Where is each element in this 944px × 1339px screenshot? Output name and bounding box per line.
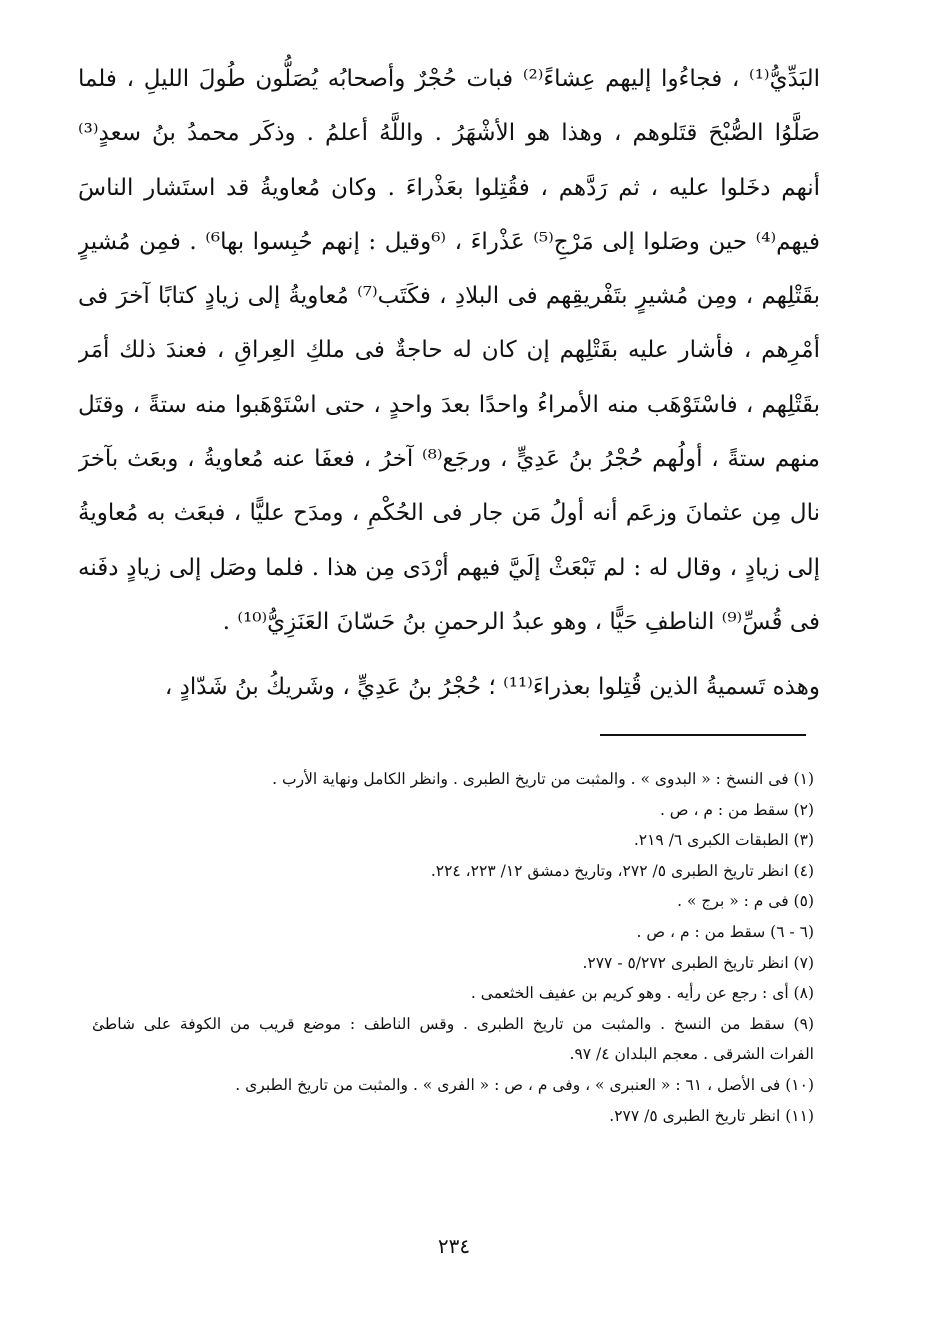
text-line: أنهم دخَلوا عليه ، ثم رَدَّهم ، فقُتِلوا بعَذْراءَ . وكان مُعاويةُ قد استَشار الناسَ [78,174,820,201]
footnotes [92,764,814,1131]
text-line: نال مِن عثمانَ وزعَم أنه أولُ مَن جار فى الحُكْمِ ، ومدَح عليًّا ، فبعَث به مُعاويةُ [78,500,820,527]
text-line: أمْرِهم ، فأشار عليه بقَتْلِهم إن كان له حاجةٌ فى ملكِ العِراقِ ، فعندَ ذلك أمَر [78,337,820,364]
footnote: (١١) انظر تاريخ الطبرى ٥/ ٢٧٧. [609,1106,814,1125]
footnote: (٣) الطبقات الكبرى ٦/ ٢١٩. [633,831,814,850]
footnote: (٦ - ٦) سقط من : م ، ص . [636,922,814,941]
text-line: بقَتْلِهم ، ومِن مُشيرٍ بتَفْريقِهم فى البلادِ ، فكَتَب⁽⁷⁾ مُعاويةُ إلى زيادٍ كتابًا آخرَ فى [78,283,820,310]
footnote: (٩) سقط من النسخ . والمثبت من تاريخ الطبرى . وقس الناطف : موضع قريب من الكوفة على شاطئ [92,1014,814,1033]
text-line: بقَتْلِهم ، فاسْتَوْهَب منه الأمراءُ واحدًا بعدَ واحدٍ ، حتى اسْتَوْهَبوا منه ستةً ، وقتَل [78,391,820,418]
text-line: إلى زيادٍ ، وقال له : لم تَبْعَثْ إلَيَّ فيهم أرْدَى مِن هذا . فلما وصَل إلى زيادٍ دفَنه [78,554,820,581]
text-line: فى قُسِّ⁽⁹⁾ الناطفِ حَيًّا ، وهو عبدُ الرحمنِ بنُ حَسّانَ العَنَزِيُّ⁽¹⁰⁾ . [222,608,820,635]
text-line: صَلَّوُا الصُّبْحَ قتَلوهم ، وهذا هو الأشْهَرُ . واللَّهُ أعلمُ . وذكَر محمدُ بنُ سعدٍ⁽³⁾ [78,120,820,147]
text-line: البَدِّيُّ⁽¹⁾ ، فجاءُوا إليهم عِشاءً⁽²⁾ فبات حُجْرٌ وأصحابُه يُصَلُّون طُولَ الليلِ ، فلما [78,66,820,92]
footnote-separator [600,734,806,736]
text-line: منهم ستةً ، أولُهم حُجْرُ بنُ عَدِيٍّ ، ورجَع⁽⁸⁾ آخرُ ، فعفَا عنه مُعاويةُ ، وبعَث بآخرَ [78,446,820,473]
footnote: (٨) أى : رجع عن رأيه . وهو كريم بن عفيف الخثعمى . [470,984,814,1003]
main-text [78,52,820,715]
footnote: (٥) فى م : « برج » . [677,892,814,911]
text-line: فيهم⁽⁴⁾ حين وصَلوا إلى مَرْجِ⁽⁵⁾ عَذْراءَ ، ⁽⁶وقيل : إنهم حُبِسوا بها⁶⁾ . فمِن مُشيرٍ [78,228,820,255]
footnote: (٧) انظر تاريخ الطبرى ٥/٢٧٢ - ٢٧٧. [582,953,814,972]
page-number: ٢٣٤ [437,1234,471,1258]
text-line: وهذه تَسميةُ الذين قُتِلوا بعذراءَ⁽¹¹⁾ ؛ حُجْرُ بنُ عَدِيٍّ ، وشَريكُ بنُ شَدّادٍ ، [164,674,820,701]
footnote: (٤) انظر تاريخ الطبرى ٥/ ٢٧٢، وتاريخ دمشق ١٢/ ٢٢٣، ٢٢٤. [430,861,814,880]
footnote: (١) فى النسخ : « البدوى » . والمثبت من تاريخ الطبرى . وانظر الكامل ونهاية الأرب . [272,770,814,788]
footnote-continuation: الفرات الشرقى . معجم البلدان ٤/ ٩٧. [569,1045,814,1064]
footnote: (٢) سقط من : م ، ص . [659,800,814,819]
footnote: (١٠) فى الأصل ، ٦١ : « العنبرى » ، وفى م ، ص : « الفرى » . والمثبت من تاريخ الطبرى . [235,1075,814,1094]
